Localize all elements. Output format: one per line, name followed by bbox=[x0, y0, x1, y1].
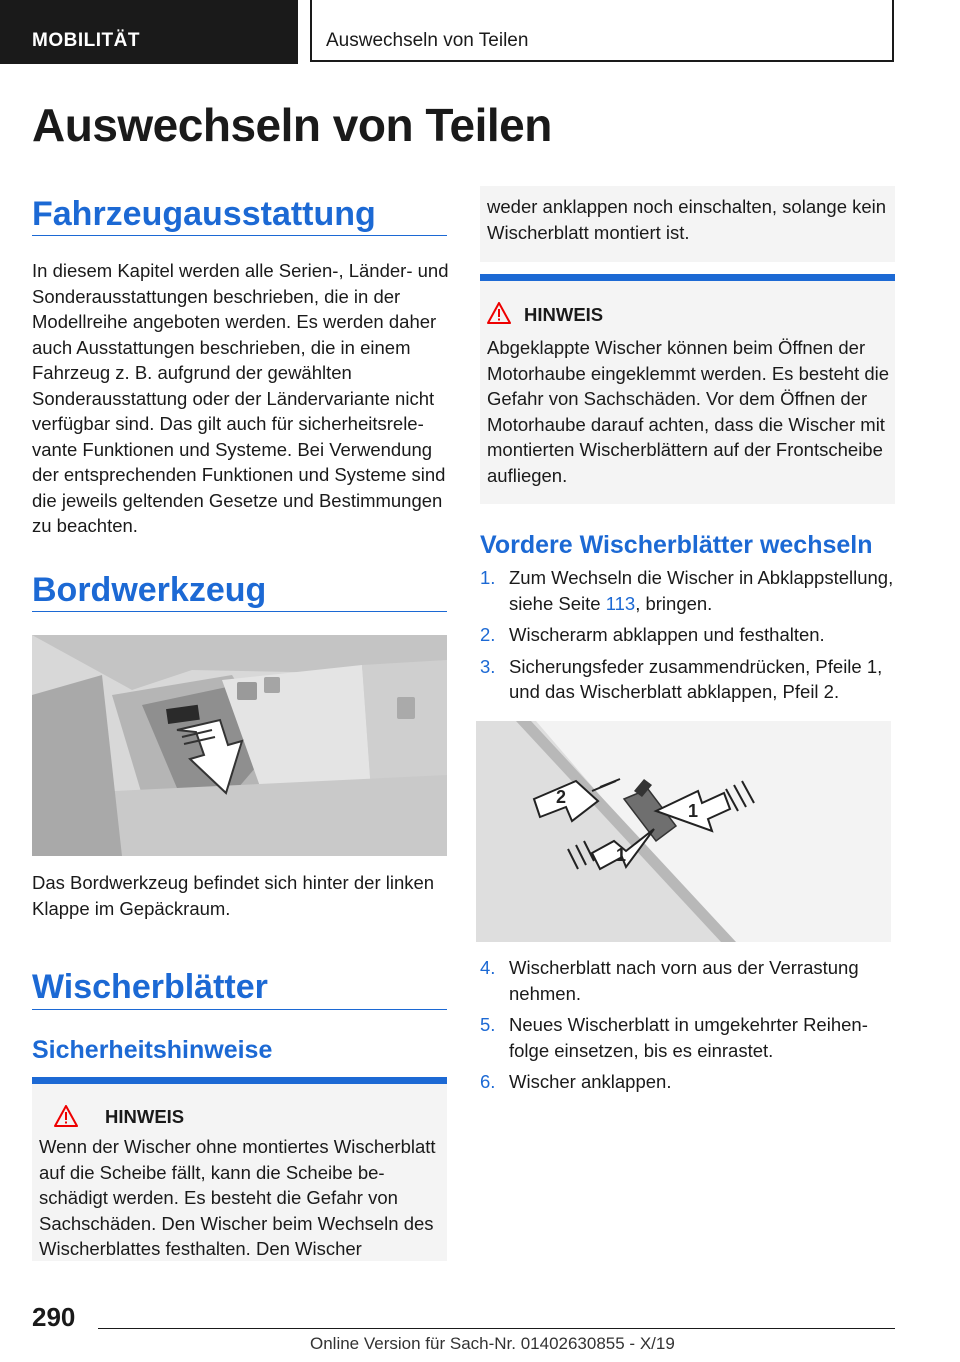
heading-fahrzeugausstattung: Fahrzeugausstattung bbox=[32, 195, 376, 233]
note-heading: HINWEIS bbox=[105, 1106, 185, 1127]
heading-rule bbox=[32, 1009, 447, 1010]
step-item bbox=[480, 565, 898, 616]
page-title: Auswechseln von Teilen bbox=[32, 99, 552, 151]
page-reference-link[interactable]: 113 bbox=[605, 592, 636, 614]
footer-rule bbox=[98, 1328, 895, 1329]
arrow-label: 1 bbox=[688, 801, 699, 821]
heading-wischerblaetter: Wischerblätter bbox=[32, 968, 268, 1006]
arrow-label: 2 bbox=[556, 787, 567, 807]
warning-icon bbox=[54, 1105, 78, 1127]
step-item bbox=[480, 1069, 898, 1095]
note-box-1-continued bbox=[480, 186, 895, 262]
step-number: 4. bbox=[480, 957, 496, 978]
steps-list-a bbox=[480, 565, 898, 711]
heading-rule bbox=[32, 611, 447, 612]
step-number: 5. bbox=[480, 1014, 496, 1035]
step-item bbox=[480, 955, 898, 1006]
note-bar bbox=[480, 274, 895, 281]
step-item bbox=[480, 622, 898, 648]
footer-text: Online Version für Sach-Nr. 01402630855 - X/19 bbox=[310, 1334, 675, 1353]
intro-paragraph: In diesem Kapitel werden alle Serien-, Länder- und Sonderausstattungen beschrieben, die in der Modellreihe angeboten werden. Es werden daher auch Ausstattungen beschrieben, die in einem Fahrzeug z. B. aufgrund der gewählten Sonderausstattung oder der Ländervariante nicht verfügbar sind. Das gilt auch für sicherheitsrelevante Funktionen und Systeme. Bei Verwendung der entsprechenden Funktionen und Systeme sind die jeweils geltenden Gesetze und Bestimmungen zu beachten. bbox=[32, 260, 449, 536]
note-text: Wenn der Wischer ohne montiertes Wischerblatt auf die Scheibe fällt, kann die Scheibe beschädigt werden. Es besteht die Gefahr von Sachschäden. Den Wischer beim Wechseln des Wischerblattes festhalten. Den Wischer bbox=[39, 1136, 436, 1259]
section-label: MOBILITÄT bbox=[32, 30, 140, 51]
heading-bordwerkzeug: Bordwerkzeug bbox=[32, 571, 267, 609]
step-number: 6. bbox=[480, 1071, 496, 1092]
section-tab bbox=[0, 0, 298, 64]
chapter-label: Auswechseln von Teilen bbox=[326, 30, 529, 51]
note-heading: HINWEIS bbox=[524, 304, 604, 325]
step-number: 2. bbox=[480, 624, 496, 645]
step-text: Wischer anklappen. bbox=[509, 1071, 672, 1092]
step-text: Wischerarm abklappen und festhalten. bbox=[509, 624, 825, 645]
step-text: Sicherungsfeder zusammendrücken, Pfeile 1, und das Wischerblatt abklappen, Pfeil 2. bbox=[509, 655, 883, 702]
note-bar bbox=[32, 1077, 447, 1084]
step-text: , bringen. bbox=[635, 592, 713, 614]
note-box-2 bbox=[480, 274, 895, 504]
step-item bbox=[480, 654, 898, 705]
note-text: Abgeklappte Wischer können beim Öffnen der Motorhaube eingeklemmt werden. Es besteht die Gefahr von Sachschäden. Vor dem Öffnen der Motorhaube darauf achten, dass die Wischer mit montierten Wischerblättern auf der Frontscheibe aufliegen. bbox=[487, 337, 890, 486]
step-number: 3. bbox=[480, 655, 496, 677]
step-item bbox=[480, 1012, 898, 1063]
note-text-continued: weder anklappen noch einschalten, solange kein Wischerblatt montiert ist. bbox=[487, 196, 887, 243]
note-box-1 bbox=[32, 1077, 447, 1261]
bordwerkzeug-paragraph: Das Bordwerkzeug befindet sich hinter der linken Klappe im Gepäckraum. bbox=[32, 872, 435, 919]
warning-icon bbox=[487, 302, 511, 324]
step-number: 1. bbox=[480, 567, 496, 588]
chapter-tab bbox=[310, 0, 894, 62]
heading-vordere-wischerblaetter: Vordere Wischerblätter wechseln bbox=[480, 531, 873, 559]
page-number: 290 bbox=[32, 1302, 76, 1332]
step-text: Neues Wischerblatt in umgekehrter Reihenfolge einsetzen, bis es einrastet. bbox=[509, 1014, 868, 1061]
heading-sicherheitshinweise: Sicherheitshinweise bbox=[32, 1036, 273, 1064]
steps-list-b bbox=[480, 955, 898, 1101]
wiper-blade-image bbox=[476, 721, 891, 942]
heading-rule bbox=[32, 235, 447, 236]
trunk-tool-image bbox=[32, 635, 447, 856]
arrow-label: 1 bbox=[616, 845, 627, 865]
step-text: Wischerblatt nach vorn aus der Verrastung nehmen. bbox=[509, 957, 859, 1004]
step-text: Zum Wechseln die Wischer in Abklappstellung, siehe Seite bbox=[509, 567, 894, 614]
